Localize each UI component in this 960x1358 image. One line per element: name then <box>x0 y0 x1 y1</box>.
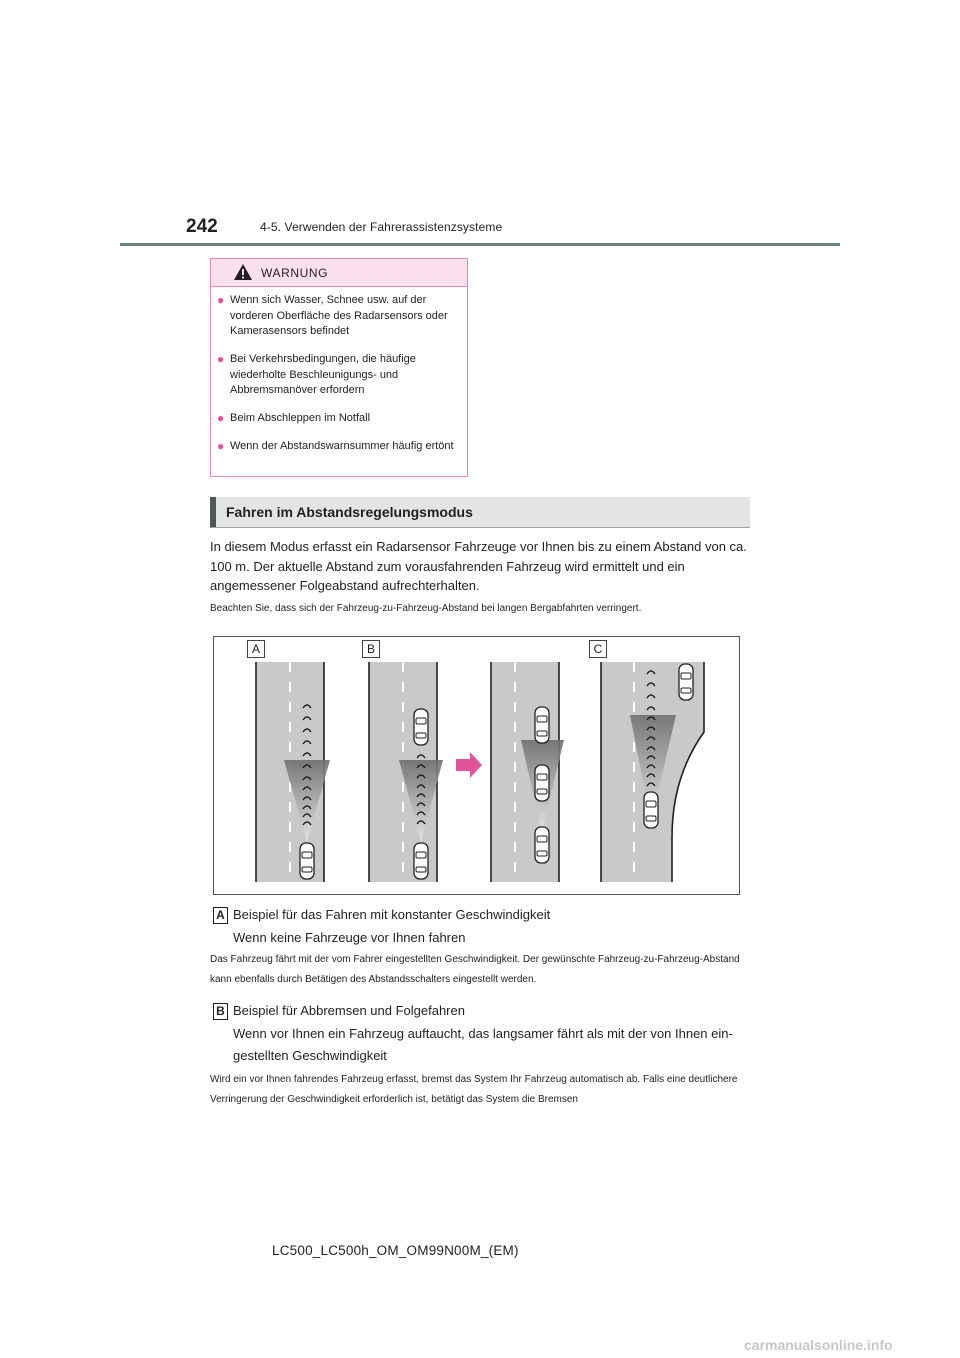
bullet-icon: ● <box>217 352 225 366</box>
figure-label-c: C <box>589 640 607 658</box>
section-heading: Fahren im Abstandsregelungsmodus <box>226 504 473 520</box>
warning-item <box>217 293 461 340</box>
bullet-icon: ● <box>217 293 225 307</box>
page-number: 242 <box>186 216 218 237</box>
figure-label-a: A <box>247 640 265 658</box>
section-heading-accent <box>210 497 216 527</box>
warning-item-text: Beim Abschleppen im Notfall <box>230 412 371 424</box>
diagram-drawing <box>214 637 739 894</box>
transition-arrow-icon <box>456 752 482 778</box>
intro-note: Beachten Sie, dass sich der Fahrzeug-zu-Fahrzeug-Abstand bei langen Bergabfahrten verringert. <box>210 603 642 614</box>
warning-item-text: Wenn sich Wasser, Schnee usw. auf der vorderen Oberfläche des Radarsensors oder Kamerasensors befindet <box>230 294 448 337</box>
item-b-condition: Wenn vor Ihnen ein Fahrzeug auftaucht, das langsamer fährt als mit der von Ihnen ein-gestellten Geschwindigkeit <box>233 1026 733 1063</box>
item-b-title: Beispiel für Abbremsen und Folgefahren <box>233 1003 465 1018</box>
document-code: LC500_LC500h_OM_OM99N00M_(EM) <box>272 1243 519 1258</box>
section-heading-bar <box>210 497 750 528</box>
warning-item <box>217 411 461 427</box>
intro-paragraph: In diesem Modus erfasst ein Radarsensor Fahrzeuge vor Ihnen bis zu einem Abstand von ca. 100 m. Der aktuelle Abstand zum vorausfahrenden Fahrzeug wird ermittelt und ein angemessener Folgeabstand aufrechterhalten. <box>210 539 747 593</box>
road-panel-b-following <box>491 662 564 882</box>
item-letter-a: A <box>213 907 228 924</box>
road-panel-a <box>256 662 330 882</box>
warning-title: WARNUNG <box>261 266 329 280</box>
bullet-icon: ● <box>217 411 225 425</box>
item-a-condition: Wenn keine Fahrzeuge vor Ihnen fahren <box>233 930 466 945</box>
road-panel-c <box>601 662 704 882</box>
warning-item <box>217 439 461 455</box>
acc-diagram <box>213 636 740 895</box>
figure-label-b: B <box>362 640 380 658</box>
warning-item-text: Wenn der Abstandswarnsummer häufig ertönt <box>230 440 454 452</box>
warning-item-text: Bei Verkehrsbedingungen, die häufige wiederholte Beschleunigungs- und Abbremsmanöver erfordern <box>230 353 416 396</box>
item-a-title: Beispiel für das Fahren mit konstanter Geschwindigkeit <box>233 907 551 922</box>
warning-box <box>210 258 468 477</box>
watermark: carmanualsonline.info <box>744 1337 893 1353</box>
section-title: 4-5. Verwenden der Fahrerassistenzsysteme <box>260 220 503 234</box>
header-rule <box>120 243 840 246</box>
item-b-description: Wird ein vor Ihnen fahrendes Fahrzeug erfasst, bremst das System Ihr Fahrzeug automatisch ab. Falls eine deutlichere Verringerung der Geschwindigkeit erforderlich ist, betätigt das System die Bremsen <box>210 1074 738 1105</box>
item-letter-b: B <box>213 1003 228 1020</box>
warning-triangle-icon <box>233 263 253 281</box>
bullet-icon: ● <box>217 439 225 453</box>
item-a-description: Das Fahrzeug fährt mit der vom Fahrer eingestellten Geschwindigkeit. Der gewünschte Fahrzeug-zu-Fahrzeug-Abstand kann ebenfalls durch Betätigen des Abstandsschalters eingestellt werden. <box>210 954 740 985</box>
warning-header <box>211 259 467 287</box>
warning-item <box>217 352 461 399</box>
road-panel-b <box>369 662 443 882</box>
